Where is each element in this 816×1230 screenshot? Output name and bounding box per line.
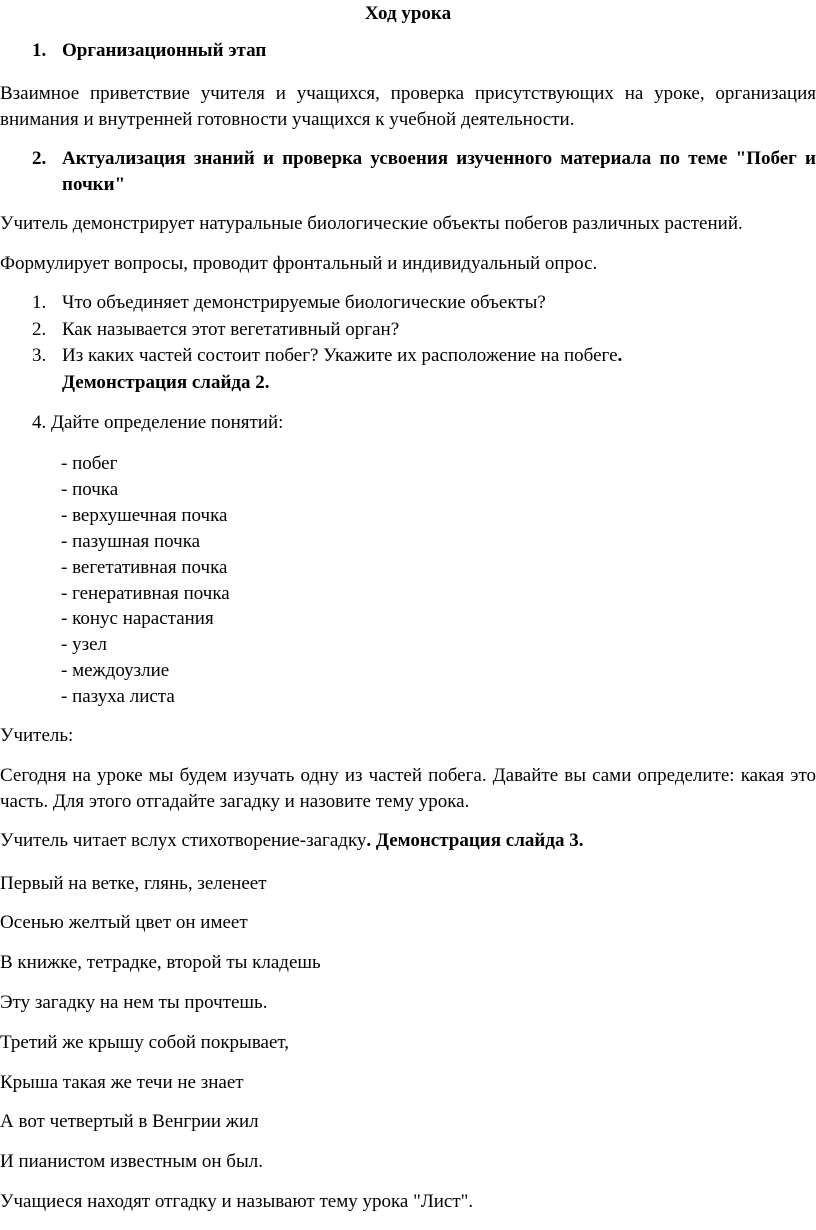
teacher-text: Сегодня на уроке мы будем изучать одну из частей побега. Давайте вы сами определите: какая это часть. Для этого отгадайте загадку и назовите тему урока.	[0, 765, 816, 812]
poem-line: Осенью желтый цвет он имеет	[0, 912, 248, 933]
poem-line: Третий же крышу собой покрывает,	[0, 1032, 290, 1053]
poem-line: Крыша такая же течи не знает	[0, 1072, 244, 1093]
question-4: 4. Дайте определение понятий:	[32, 412, 284, 433]
section-2-text-2: Формулирует вопросы, проводит фронтальный и индивидуальный опрос.	[0, 253, 598, 274]
section-2-number: 2.	[32, 148, 47, 169]
term-item: - узел	[61, 634, 107, 656]
teacher-reads-line: Учитель читает вслух стихотворение-загадку. Демонстрация слайда 3.	[0, 830, 584, 851]
poem-line: Первый на ветке, глянь, зеленеет	[0, 873, 267, 894]
question-item: 2. Как называется этот вегетативный орган?	[32, 318, 400, 340]
poem-line: В книжке, тетрадке, второй ты кладешь	[0, 952, 321, 973]
question-item: 1. Что объединяет демонстрируемые биологические объекты?	[32, 292, 546, 313]
term-item: - почка	[61, 478, 119, 500]
terms-list	[61, 451, 230, 710]
section-2-text-1: Учитель демонстрирует натуральные биологические объекты побегов различных растений.	[0, 213, 743, 234]
poem-line: Эту загадку на нем ты прочтешь.	[0, 992, 268, 1013]
slide-2-note: Демонстрация слайда 2.	[62, 371, 270, 393]
term-item: - верхушечная почка	[61, 504, 228, 526]
poem-line: А вот четвертый в Венгрии жил	[0, 1111, 259, 1132]
teacher-label: Учитель:	[0, 725, 74, 746]
term-item: - вегетативная почка	[61, 556, 228, 578]
term-item: - конус нарастания	[61, 608, 214, 630]
poem-line: И пианистом известным он был.	[0, 1151, 263, 1172]
term-item: - пазушная почка	[61, 530, 201, 552]
section-2-heading	[32, 146, 816, 198]
page-title: Ход урока	[364, 3, 452, 24]
final-text: Учащиеся находят отгадку и называют тему урока "Лист".	[0, 1191, 474, 1212]
section-1-text: Взаимное приветствие учителя и учащихся, проверка присутствующих на уроке, организация внимания и внутренней готовности учащихся к учебной деятельности.	[0, 83, 816, 130]
term-item: - междоузлие	[61, 660, 170, 682]
question-list	[32, 290, 792, 396]
section-1-number: 1.	[32, 40, 47, 61]
term-item: - генеративная почка	[61, 582, 230, 604]
term-item: - пазуха листа	[61, 686, 175, 708]
term-item: - побег	[61, 453, 118, 474]
section-1-title: Организационный этап	[62, 40, 267, 61]
question-item: 3. Из каких частей состоит побег? Укажите их расположение на побеге. Демонстрация слайда 2.	[32, 343, 792, 396]
section-1-heading	[32, 38, 816, 64]
slide-3-note: . Демонстрация слайда 3.	[366, 830, 584, 851]
section-2-title: Актуализация знаний и проверка усвоения изученного материала по теме "Побег и почки"	[62, 148, 816, 195]
